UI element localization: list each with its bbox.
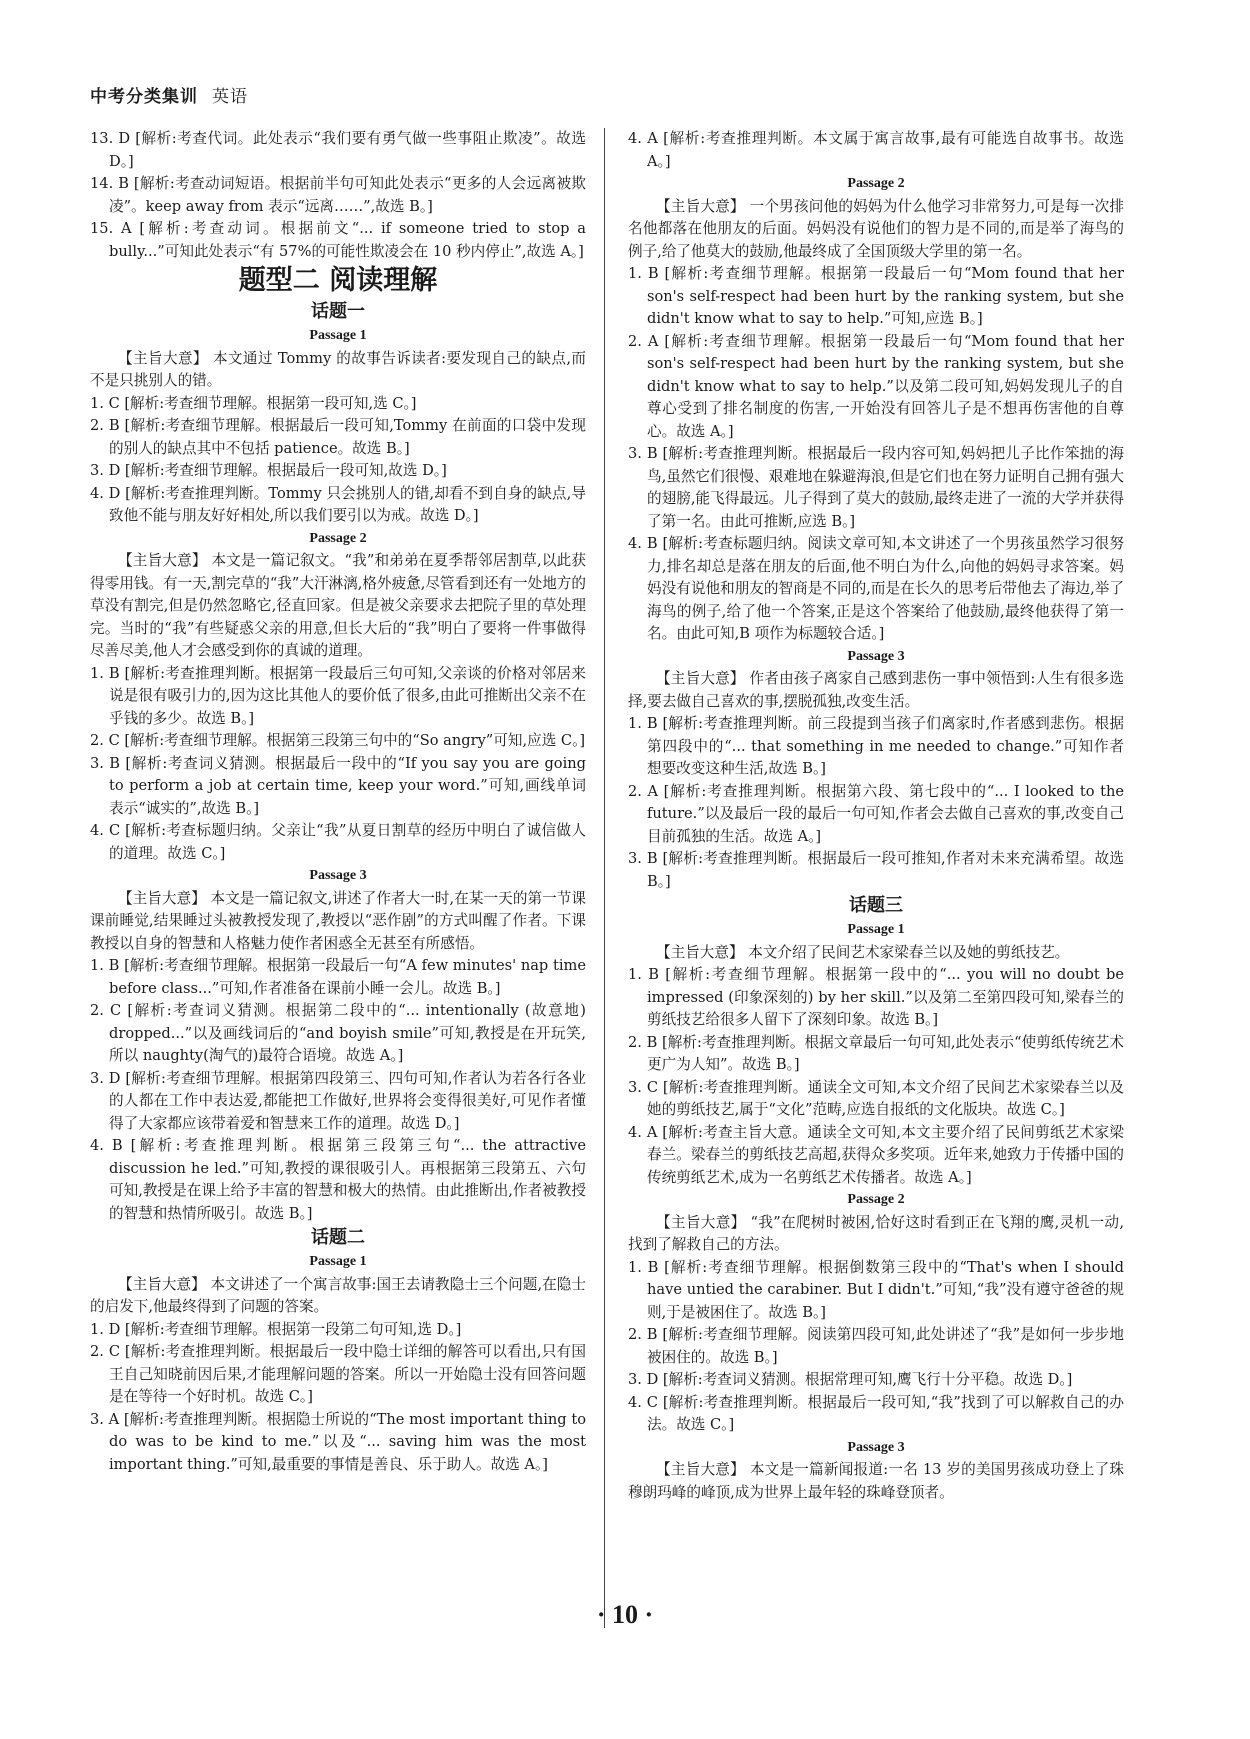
answer-item: 4. B [解析:考查推理判断。根据第三段第三句“... the attractive discussion he led.”可知,教授的课很吸引人。再根据第三段第五、六句可知,教授是在课上给予丰富的智慧和极大的热情。由此推断出,作者被教授的智慧和热情所吸引。故选 B。] [90, 1137, 586, 1222]
topic-title: 话题一 [311, 301, 365, 322]
answer-item: 1. D [解析:考查细节理解。根据第一段第二句可知,选 D。] [90, 1320, 462, 1338]
topic-title: 话题三 [849, 895, 903, 916]
answer-item: 3. B [解析:考查推理判断。根据最后一段可推知,作者对未来充满希望。故选 B。] [628, 850, 1124, 890]
answer-item: 1. B [解析:考查细节理解。根据第一段最后一句“A few minutes' nap time before class...”可知,作者准备在课前小睡一会儿。故选 B。] [90, 957, 586, 997]
passage-title: Passage 2 [309, 530, 367, 546]
passage-summary: 【主旨大意】 本文是一篇新闻报道:一名 13 岁的美国男孩成功登上了珠穆朗玛峰的峰顶,成为世界上最年轻的珠峰登顶者。 [628, 1461, 1124, 1501]
answer-item: 1. B [解析:考查推理判断。根据第一段最后三句可知,父亲谈的价格对邻居来说是很有吸引力的,因为这比其他人的要价低了很多,由此可推断出父亲不在乎钱的多少。故选 B。] [90, 664, 586, 727]
answer-item: 4. C [解析:考查标题归纳。父亲让“我”从夏日割草的经历中明白了诚信做人的道理。故选 C。] [90, 822, 586, 862]
answer-item: 2. A [解析:考查细节理解。根据第一段最后一句“Mom found that her son's self-respect had been hurt by the ranking system, but she didn't know what to say to help.”以及第二段可知,妈妈发现儿子的自尊心受到了排名制度的伤害,一开始没有回答儿子是不想再伤害他的自尊心。故选 A。] [628, 332, 1124, 440]
answer-item: 4. A [解析:考查主旨大意。通读全文可知,本文主要介绍了民间剪纸艺术家梁春兰。梁春兰的剪纸技艺高超,获得众多奖项。近年来,她致力于传播中国的传统剪纸艺术,成为一名剪纸艺术传播者。故选 A。] [628, 1123, 1124, 1186]
answer-item: 2. C [解析:考查推理判断。根据最后一段中隐士详细的解答可以看出,只有国王自己知晓前因后果,才能理解问题的答案。所以一开始隐士没有回答问题是在等待一个好时机。故选 C。] [90, 1343, 586, 1405]
passage-title: Passage 1 [309, 328, 367, 343]
answer-item: 13. D [解析:考查代词。此处表示“我们要有勇气做一些事阻止欺凌”。故选 D。] [90, 130, 586, 170]
passage-summary: 【主旨大意】 一个男孩问他的妈妈为什么他学习非常努力,可是每一次排名他都落在他朋友的后面。妈妈没有说他们的智力是不同的,而是举了海鸟的例子,给了他莫大的鼓励,他最终成了全国顶级大学里的第一名。 [628, 197, 1124, 260]
answer-item: 3. D [解析:考查细节理解。根据第四段第三、四句可知,作者认为若各行各业的人都在工作中表达爱,都能把工作做好,世界将会变得很美好,可见作者懂得了大家都应该带着爱和智慧来工作的道理。故选 D。] [90, 1069, 586, 1132]
answer-item: 1. B [解析:考查细节理解。根据倒数第三段中的“That's when I should have untied the carabiner. But I didn't.”可知,“我”没有遵守爸爸的规则,于是被困住了。故选 B。] [628, 1258, 1124, 1321]
passage-title: Passage 3 [847, 648, 905, 664]
answer-item: 3. A [解析:考查推理判断。根据隐士所说的“The most important thing to do was to be kind to me.”以及“... saving him was the most important thing.”可知,最重要的事情是善良、乐于助人。故选 A。] [90, 1410, 586, 1473]
answer-item: 1. B [解析:考查细节理解。根据第一段最后一句“Mom found that her son's self-respect had been hurt by the ranking system, but she didn't know what to say to help.”可知,应选 B。] [628, 265, 1124, 327]
passage-summary: 【主旨大意】 本文通过 Tommy 的故事告诉读者:要发现自己的缺点,而不是只挑别人的错。 [90, 349, 586, 389]
passage-title: Passage 1 [847, 922, 905, 937]
answer-item: 3. B [解析:考查推理判断。根据最后一段内容可知,妈妈把儿子比作笨拙的海鸟,虽然它们很慢、艰难地在躲避海浪,但是它们也在努力证明自己拥有强大的翅膀,能飞得最远。儿子得到了莫大的鼓励,最终走进了一流的大学并获得了第一名。由此可推断,应选 B。] [628, 445, 1124, 530]
left-column [90, 128, 586, 1476]
answer-item: 2. A [解析:考查推理判断。根据第六段、第七段中的“... I looked to the future.”以及最后一段的最后一句可知,作者会去做自己喜欢的事,改变自己目前孤独的生活。故选 A。] [628, 782, 1124, 845]
book-title: 中考分类集训 [90, 87, 198, 107]
passage-summary: 【主旨大意】 本文是一篇记叙文,讲述了作者大一时,在某一天的第一节课课前睡觉,结果睡过头被教授发现了,教授以“恶作剧”的方式叫醒了作者。下课教授以自身的智慧和人格魅力使作者困惑全无甚至有所感悟。 [90, 889, 586, 952]
answer-item: 2. B [解析:考查推理判断。根据文章最后一句可知,此处表示“使剪纸传统艺术更广为人知”。故选 B。] [628, 1033, 1124, 1073]
answer-item: 3. B [解析:考查词义猜测。根据最后一段中的“If you say you are going to perform a job at certain time, keep your word.”可知,画线单词表示“诚实的”,故选 B。] [90, 754, 586, 817]
answer-item: 3. D [解析:考查词义猜测。根据常理可知,鹰飞行十分平稳。故选 D。] [628, 1371, 1073, 1388]
page-number: · 10 · [596, 1600, 654, 1629]
answer-item: 4. C [解析:考查推理判断。根据最后一段可知,“我”找到了可以解救自己的办法。故选 C。] [628, 1393, 1124, 1433]
passage-summary: 【主旨大意】 “我”在爬树时被困,恰好这时看到正在飞翔的鹰,灵机一动,找到了解救自己的方法。 [628, 1213, 1124, 1253]
passage-title: Passage 2 [847, 176, 905, 191]
answer-item: 14. B [解析:考查动词短语。根据前半句可知此处表示“更多的人会远离被欺凌”。keep away from 表示“远离……”,故选 B。] [90, 175, 586, 215]
passage-summary: 【主旨大意】 本文讲述了一个寓言故事:国王去请教隐士三个问题,在隐士的启发下,他最终得到了问题的答案。 [90, 1275, 586, 1315]
answer-item: 1. B [解析:考查细节理解。根据第一段中的“... you will no doubt be impressed (印象深刻的) by her skill.”以及第二至第四段可知,梁春兰的剪纸技艺给很多人留下了深刻印象。故选 B。] [628, 966, 1124, 1028]
passage-summary: 【主旨大意】 本文是一篇记叙文。“我”和弟弟在夏季帮邻居割草,以此获得零用钱。有一天,割完草的“我”大汗淋漓,格外疲惫,尽管看到还有一处地方的草没有割完,但是仍然忽略它,径直回家。但是被父亲要求去把院子里的草处理完。当时的“我”有些疑惑父亲的用意,但长大后的“我”明白了要将一件事做得尽善尽美,他人才会感受到你的真诚的道理。 [90, 552, 586, 659]
answer-item: 1. B [解析:考查推理判断。前三段提到当孩子们离家时,作者感到悲伤。根据第四段中的“... that something in me needed to change.”可知作者想要改变这种生活,故选 B。] [628, 715, 1124, 777]
answer-item: 4. D [解析:考查推理判断。Tommy 只会挑别人的错,却看不到自身的缺点,导致他不能与朋友好好相处,所以我们要引以为戒。故选 D。] [90, 484, 586, 524]
column-divider [604, 128, 605, 1628]
answer-item: 2. B [解析:考查细节理解。根据最后一段可知,Tommy 在前面的口袋中发现的别人的缺点其中不包括 patience。故选 B。] [90, 417, 586, 457]
answer-item: 3. C [解析:考查推理判断。通读全文可知,本文介绍了民间艺术家梁春兰以及她的剪纸技艺,属于“文化”范畴,应选自报纸的文化版块。故选 C。] [628, 1078, 1124, 1118]
answer-item: 2. C [解析:考查词义猜测。根据第二段中的“... intentionally (故意地) dropped...”以及画线词后的“and boyish smile”可知,教授是在开玩笑,所以 naughty(淘气的)最符合语境。故选 A。] [90, 1002, 586, 1064]
subject-label: 英语 [212, 87, 248, 107]
topic-title: 话题二 [311, 1227, 365, 1248]
answer-item: 4. B [解析:考查标题归纳。阅读文章可知,本文讲述了一个男孩虽然学习很努力,排名却总是落在朋友的后面,他不明白为什么,向他的妈妈寻求答案。妈妈没有说他和朋友的智商是不同的,而是在长久的思考后带他去了海边,举了海鸟的例子,给了他一个答案,正是这个答案给了他鼓励,最终他获得了第一名。由此可知,B 项作为标题较合适。] [628, 535, 1124, 642]
section-title: 题型二 阅读理解 [238, 265, 438, 296]
answer-item: 4. A [解析:考查推理判断。本文属于寓言故事,最有可能选自故事书。故选 A。] [628, 130, 1124, 170]
passage-summary: 【主旨大意】 作者由孩子离家自己感到悲伤一事中领悟到:人生有很多选择,要去做自己喜欢的事,摆脱孤独,改变生活。 [628, 670, 1124, 710]
answer-item: 2. C [解析:考查细节理解。根据第三段第三句中的“So angry”可知,应选 C。] [90, 732, 586, 749]
answer-item: 3. D [解析:考查细节理解。根据最后一段可知,故选 D。] [90, 462, 447, 479]
passage-title: Passage 3 [309, 868, 367, 883]
page-header [90, 82, 248, 107]
passage-title: Passage 3 [847, 1439, 905, 1455]
answer-item: 2. B [解析:考查细节理解。阅读第四段可知,此处讲述了“我”是如何一步步地被困住的。故选 B。] [628, 1326, 1124, 1366]
passage-title: Passage 1 [309, 1254, 367, 1269]
answer-item: 15. A [解析:考查动词。根据前文“... if someone tried to stop a bully...”可知此处表示“有 57%的可能性欺凌会在 10 秒内停止”,故选 A。] [90, 220, 586, 260]
passage-title: Passage 2 [847, 1192, 905, 1207]
right-column [628, 128, 1124, 1504]
passage-summary: 【主旨大意】 本文介绍了民间艺术家梁春兰以及她的剪纸技艺。 [656, 943, 1070, 961]
answer-item: 1. C [解析:考查细节理解。根据第一段可知,选 C。] [90, 394, 417, 412]
